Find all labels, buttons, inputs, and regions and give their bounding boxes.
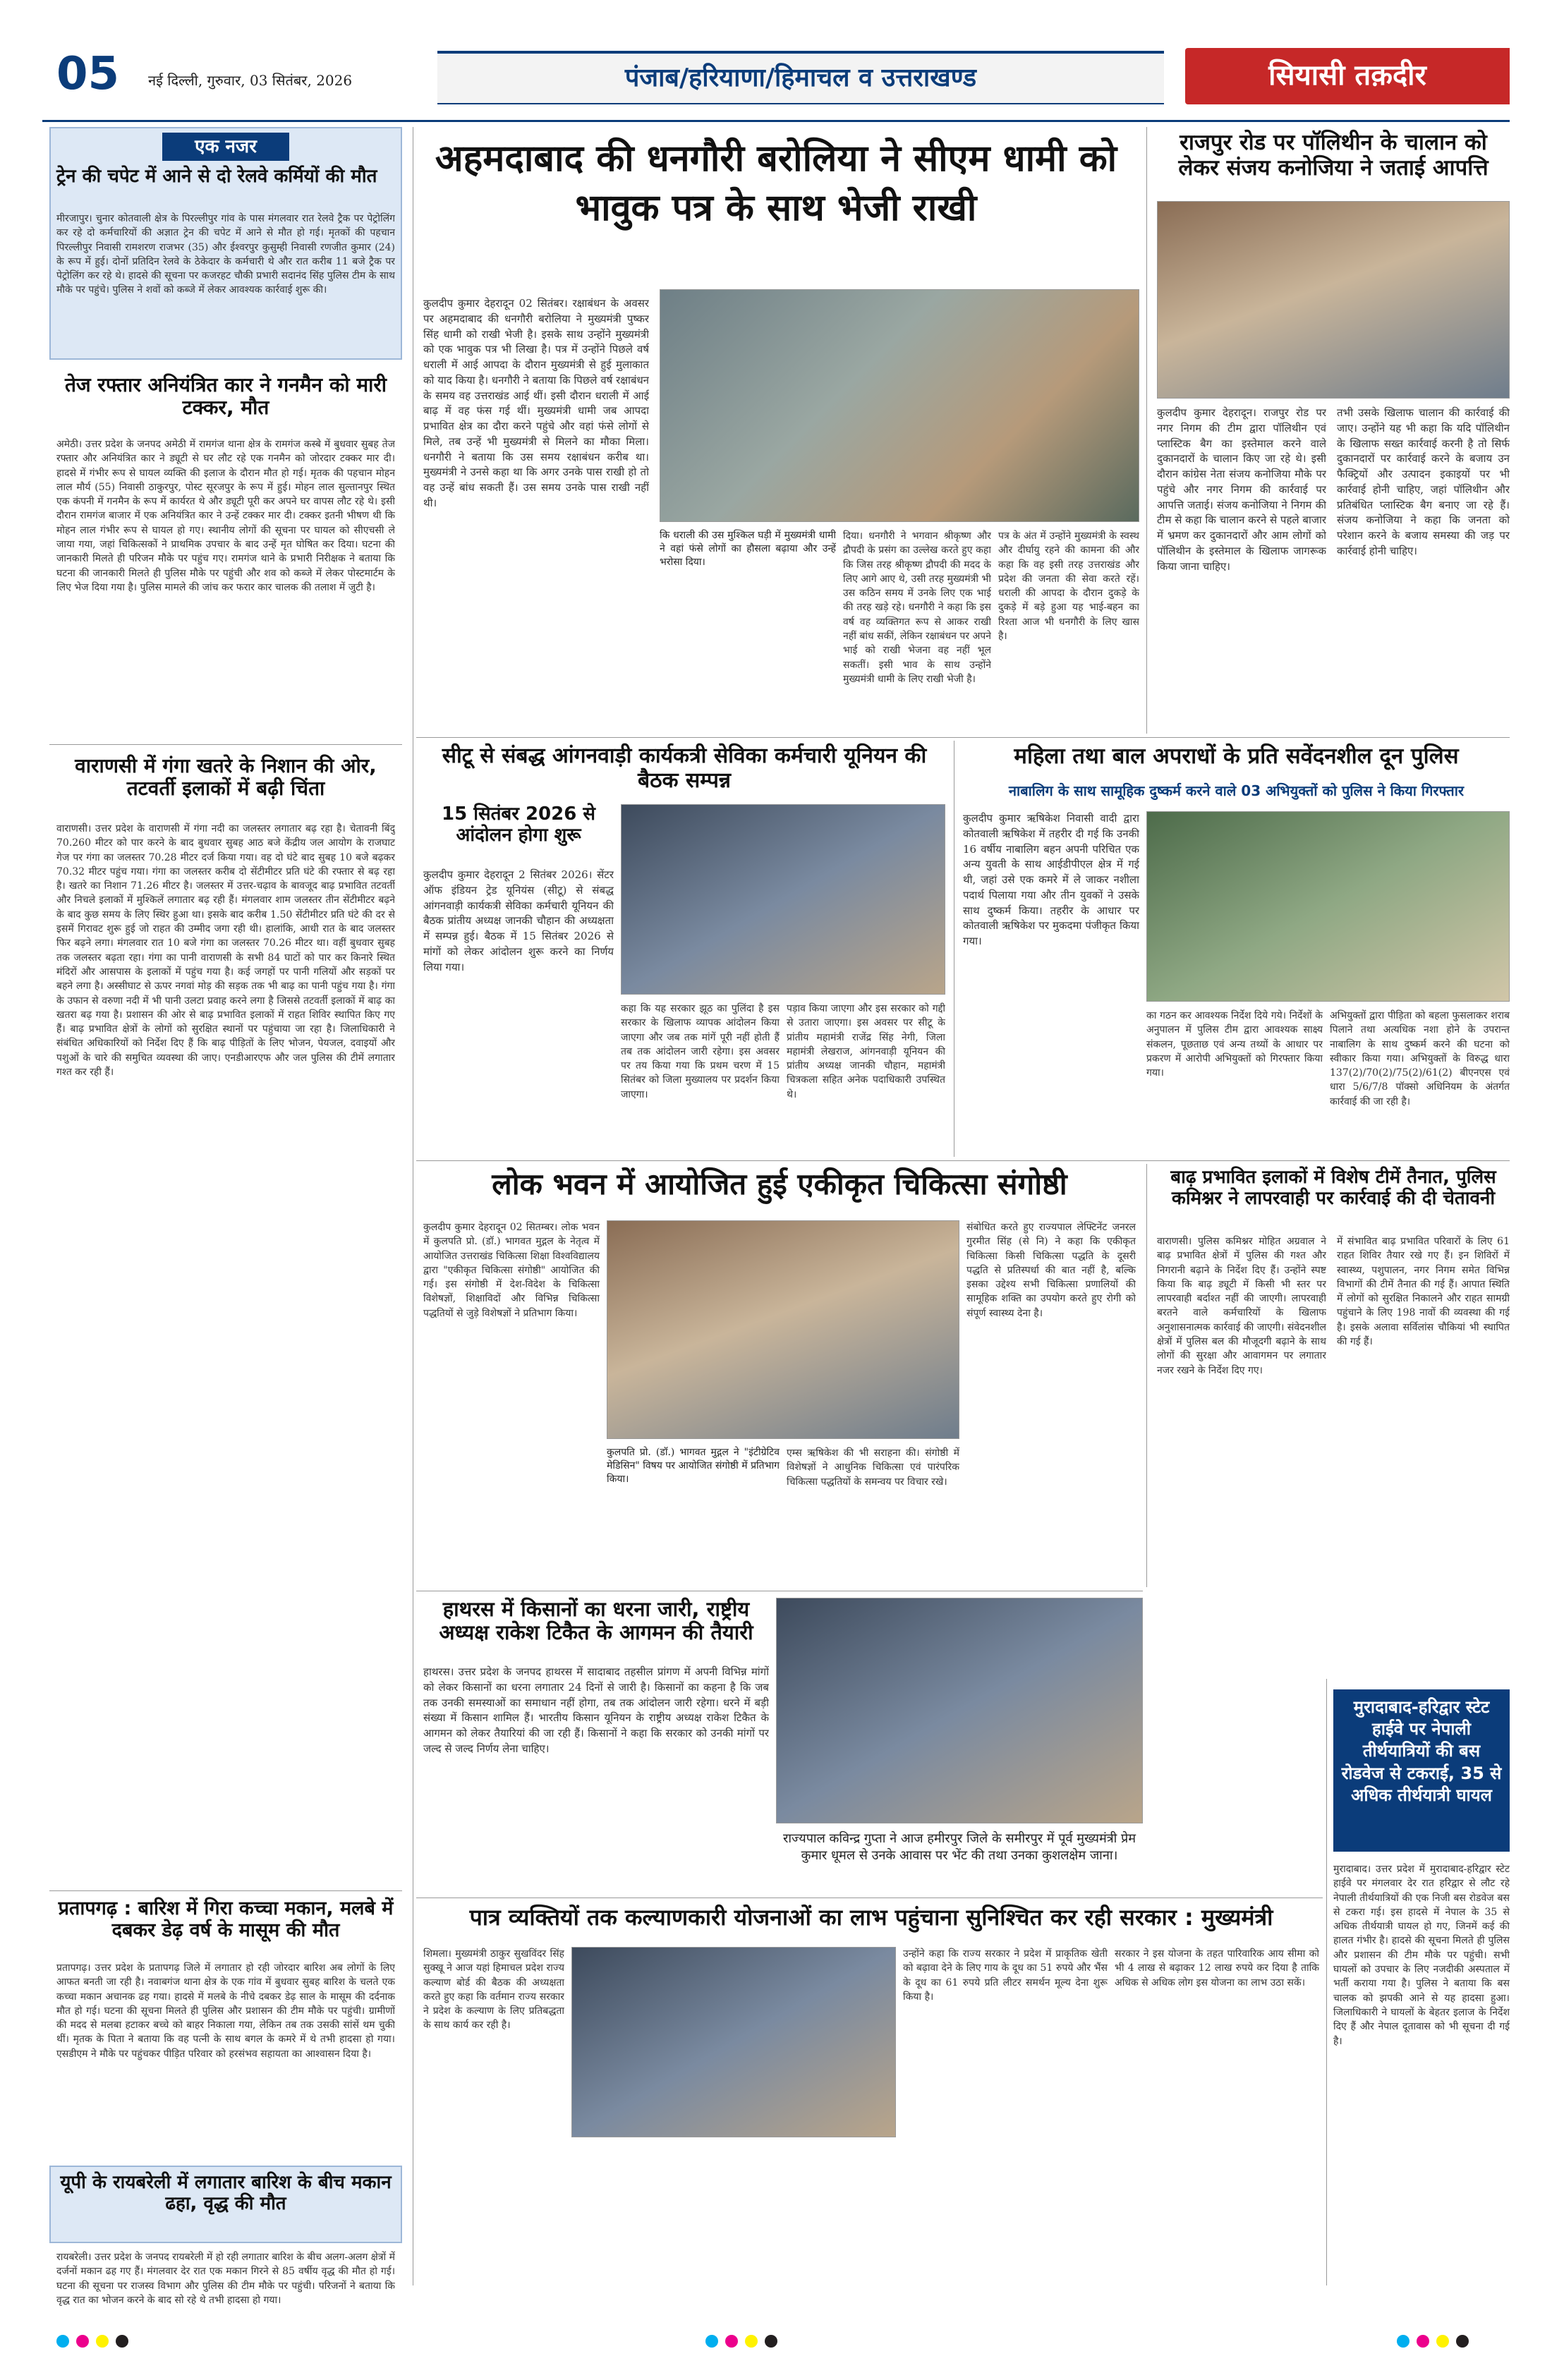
story-body: एम्स ऋषिकेश की भी सराहना की। संगोष्ठी में विशेषज्ञों ने आधुनिक चिकित्सा एवं पारंपरिक चिकित्सा पद्धतियों के समन्वय पर विचार रखे। (787, 1447, 959, 1488)
ek-nazar-label: एक नजर (162, 133, 289, 161)
magenta-dot (1417, 2335, 1429, 2348)
story-body: वाराणसी। पुलिस कमिश्नर मोहित अग्रवाल ने बाढ़ प्रभावित क्षेत्रों में पुलिस की गश्त और निगरानी बढ़ाने के निर्देश दिए हैं। उन्होंने स्पष्ट किया कि बाढ़ ड्यूटी में किसी भी स्तर पर लापरवाही बर्दाश्त नहीं की जाएगी। लापरवाही बरतने वाले कर्मचारियों के खिलाफ अनुशासनात्मक कार्रवाई की जाएगी। संवेदनशील क्षेत्रों में पुलिस बल की मौजूदगी बढ़ाने के साथ लोगों की सुरक्षा और आवागमन पर लगातार नजर रखने के निर्देश दिए गए। (1157, 1236, 1326, 1376)
story-headline: महिला तथा बाल अपराधों के प्रति सवेंदनशील दून पुलिस (1014, 743, 1459, 769)
story-headline: ट्रेन की चपेट में आने से दो रेलवे कर्मियों की मौत (56, 166, 377, 187)
story-body: कुलदीप कुमार देहरादून 02 सितम्बर। लोक भवन में कुलपति प्रो. (डॉ.) भागवत मुद्गल के नेतृत्व में आयोजित उत्तराखंड चिकित्सा शिक्षा विश्वविद्यालय द्वारा "एकीकृत चिकित्सा संगोष्ठी" आयोजित की गई। इस संगोष्ठी में देश-विदेश के चिकित्सा विशेषज्ञों, शिक्षाविदों और विभिन्न चिकित्सा पद्धतियों से जुड़े विशेषज्ञों ने प्रतिभाग किया। (423, 1222, 600, 1319)
main-story-caption: कि धराली की उस मुश्किल घड़ी में मुख्यमंत्री धामी ने वहां फंसे लोगों का हौसला बढ़ाया और उन्हें भरोसा दिया। (660, 530, 836, 568)
story-headline: तेज रफ्तार अनियंत्रित कार ने गनमैन को मारी टक्कर, मौत (64, 373, 387, 420)
story-photo (607, 1220, 959, 1439)
registration-marks-left (56, 2335, 128, 2348)
yellow-dot (745, 2335, 758, 2348)
main-headline: अहमदाबाद की धनगौरी बरोलिया ने सीएम धामी को भावुक पत्र के साथ भेजी राखी (435, 138, 1117, 230)
black-dot (765, 2335, 777, 2348)
story-body: कुलदीप कुमार देहरादून 2 सितंबर 2026। सेंटर ऑफ इंडियन ट्रेड यूनियंस (सीटू) से संबद्ध आंगनवाड़ी कार्यकत्री सेविका कर्मचारी यूनियन की बैठक प्रांतीय अध्यक्ष जानकी चौहान की अध्यक्षता में सम्पन्न हुई। बैठक में 15 सितंबर 2026 से मांगों को लेकर आंदोलन शुरू करने का निर्णय लिया गया। (423, 868, 614, 973)
story-body: हाथरस। उत्तर प्रदेश के जनपद हाथरस में सादाबाद तहसील प्रांगण में अपनी विभिन्न मांगों को लेकर किसानों का धरना लगातार 24 दिनों से जारी है। किसानों का कहना है कि जब तक उनकी समस्याओं का समाधान नहीं होगा, तब तक आंदोलन जारी रहेगा। धरने में बड़ी संख्या में किसान शामिल हैं। भारतीय किसान यूनियन के राष्ट्रीय अध्यक्ष राकेश टिकैत के आगमन को लेकर तैयारियां की जा रही हैं। किसानों ने कहा कि सरकार को उनकी मांगों पर जल्द से जल्द निर्णय लेना चाहिए। (423, 1665, 769, 1755)
story-photo (1157, 201, 1510, 399)
page-header (42, 42, 1510, 113)
story-caption: कुलपति प्रो. (डॉ.) भागवत मुद्गल ने "इंटीग्रेटिव मेडिसिन" विषय पर आयोजित संगोष्ठी में प्रतिभाग किया। (607, 1447, 780, 1485)
bus-story-headline: मुरादाबाद-हरिद्वार स्टेट हाईवे पर नेपाली तीर्थयात्रियों की बस रोडवेज से टकराई, 35 से अधिक तीर्थयात्री घायल (1333, 1689, 1510, 1852)
header-divider (42, 120, 1510, 122)
yellow-dot (1436, 2335, 1449, 2348)
story-body: मीरजापुर। चुनार कोतवाली क्षेत्र के पिरल्लीपुर गांव के पास मंगलवार रात रेलवे ट्रैक पर पेट्रोलिंग कर रहे दो कर्मचारियों की अज्ञात ट्रेन की चपेट में आने से मौत हो गई। मृतकों की पहचान पिरल्लीपुर निवासी रामशरण राजभर (35) और ईश्वरपुर कुसुम्ही निवासी रणजीत कुमार (24) के रूप में हुई। दोनों प्रतिदिन रेलवे के ठेकेदार के कर्मचारी थे और रात करीब 11 बजे ट्रैक पर पेट्रोलिंग कर रहे थे। हादसे की सूचना पर कजरहट चौकी प्रभारी सदानंद सिंह पुलिस टीम के साथ मौके पर पहुंचे। पुलिस ने शवों को कब्जे में लेकर आवश्यक कार्रवाई शुरू की। (56, 213, 395, 296)
story-body: कहा कि यह सरकार झूठ का पुलिंदा है इस सरकार के खिलाफ व्यापक आंदोलन किया जाएगा और जब तक मांगें पूरी नहीं होती हैं तब तक आंदोलन जारी रहेगा। इस अवसर पर तय किया गया कि प्रथम चरण में 15 सितंबर को जिला मुख्यालय पर प्रदर्शन किया जाएगा। (621, 1003, 780, 1100)
cyan-dot (705, 2335, 718, 2348)
story-body: शिमला। मुख्यमंत्री ठाकुर सुखविंदर सिंह सुक्खू ने आज यहां हिमाचल प्रदेश राज्य कल्याण बोर्ड की बैठक की अध्यक्षता करते हुए कहा कि वर्तमान राज्य सरकार ने प्रदेश के कल्याण के लिए प्रतिबद्धता के साथ कार्य कर रही है। (423, 1948, 564, 2032)
story-body: रायबरेली। उत्तर प्रदेश के जनपद रायबरेली में हो रही लगातार बारिश के बीच अलग-अलग क्षेत्रों में दर्जनों मकान ढह गए हैं। मंगलवार देर रात एक मकान गिरने से 85 वर्षीय वृद्ध की मौत हो गई। घटना की सूचना पर राजस्व विभाग और पुलिस की टीम मौके पर पहुंची। परिजनों ने बताया कि वृद्ध रात का भोजन करने के बाद सो रहे थे तभी हादसा हो गया। (56, 2252, 395, 2306)
story-body: का गठन कर आवश्यक निर्देश दिये गये। निर्देशों के अनुपालन में पुलिस टीम द्वारा आवश्यक साक्ष्य संकलन, पूछताछ एवं अन्य तथ्यों के आधार पर प्रकरण में आरोपी अभियुक्तों को गिरफ्तार किया गया। (1146, 1010, 1323, 1079)
cyan-dot (1397, 2335, 1409, 2348)
main-story-body: कुलदीप कुमार देहरादून 02 सितंबर। रक्षाबंधन के अवसर पर अहमदाबाद की धनगौरी बरोलिया ने मुख्यमंत्री पुष्कर सिंह धामी को राखी भेजी है। इसके साथ उन्होंने मुख्यमंत्री को एक भावुक पत्र भी लिखा है। पत्र में उन्होंने पिछले वर्ष धराली में आई आपदा के दौरान मुख्यमंत्री से हुई मुलाकात को याद किया है। धनगौरी ने बताया कि पिछले वर्ष रक्षाबंधन के समय वह उत्तराखंड आई थीं। इसी दौरान धराली में आई बाढ़ में वह फंस गई थीं। मुख्यमंत्री धामी जब आपदा प्रभावित क्षेत्र का दौरा करने पहुंचे और वहां फंसे लोगों से मिले, तब उन्हें भी मुख्यमंत्री से मिलने का मौका मिला। धनगौरी ने बताया कि उस समय रक्षाबंधन करीब था। मुख्यमंत्री ने उनसे कहा था कि अगर उनके पास राखी हो तो वह उन्हें बांध सकती हैं। उस समय उनके पास राखी नहीं थी। (423, 297, 649, 509)
story-body: प्रतापगढ़। उत्तर प्रदेश के प्रतापगढ़ जिले में लगातार हो रही जोरदार बारिश अब लोगों के लिए आफत बनती जा रही है। नवाबगंज थाना क्षेत्र के एक गांव में बुधवार सुबह बारिश के चलते एक कच्चा मकान अचानक ढह गया। हादसे में मलबे के नीचे दबकर डेढ़ साल के मासूम की दर्दनाक मौत हो गई। घटना की सूचना मिलते ही पुलिस और प्रशासन की टीम मौके पर पहुंची। ग्रामीणों की मदद से मलबा हटाकर बच्चे को बाहर निकाला गया, लेकिन तब तक उसकी सांसें थम चुकी थीं। मृतक के पिता ने बताया कि वह पत्नी के साथ बगल के कमरे में थे तभी हादसा हो गया। एसडीएम ने मौके पर पहुंचकर पीड़ित परिवार को हरसंभव सहायता का आश्वासन दिया है। (56, 1962, 395, 2060)
magenta-dot (76, 2335, 89, 2348)
cyan-dot (56, 2335, 69, 2348)
story-headline: वाराणसी में गंगा खतरे के निशान की ओर, तटवर्ती इलाकों में बढ़ी चिंता (75, 754, 377, 801)
main-story-body: दिया। धनगौरी ने भगवान श्रीकृष्ण और द्रौपदी के प्रसंग का उल्लेख करते हुए कहा कि जिस तरह श्रीकृष्ण द्रौपदी की मदद के लिए आगे आए थे, उसी तरह मुख्यमंत्री भी उस कठिन समय में उनके लिए एक भाई की तरह खड़े रहे। धनगौरी ने कहा कि इस वर्ष वह व्यक्तिगत रूप से आकर राखी नहीं बांध सकीं, लेकिन रक्षाबंधन पर अपने भाई को राखी भेजना वह नहीं भूल सकतीं। इसी भाव के साथ उन्होंने मुख्यमंत्री धामी के लिए राखी भेजी है। (843, 530, 991, 685)
story-headline: बाढ़ प्रभावित इलाकों में विशेष टीमें तैनात, पुलिस कमिश्नर ने लापरवाही पर कार्रवाई की दी चेतावनी (1170, 1167, 1496, 1209)
story-headline: हाथरस में किसानों का धरना जारी, राष्ट्रीय अध्यक्ष राकेश टिकैत के आगमन की तैयारी (439, 1597, 753, 1645)
story-body: अमेठी। उत्तर प्रदेश के जनपद अमेठी में रामगंज थाना क्षेत्र के रामगंज कस्बे में बुधवार सुबह तेज रफ्तार और अनियंत्रित कार ने ड्यूटी से घर लौट रहे एक गनमैन को जोरदार टक्कर मार दी। हादसे में गंभीर रूप से घायल व्यक्ति की इलाज के दौरान मौत हो गई। मृतक की पहचान मोहन लाल मौर्य (55) निवासी ठाकुरपुर, पोस्ट सूरजपुर के रूप में हुई। मोहन लाल सुल्तानपुर स्थित एक कंपनी में गनमैन के रूप में कार्यरत थे और ड्यूटी पूरी कर अपने घर वापस लौट रहे थे। इसी दौरान रामगंज बाजार में एक अनियंत्रित कार ने उन्हें टक्कर मार दी। टक्कर इतनी भीषण थी कि मोहन लाल गंभीर रूप से घायल हो गए। स्थानीय लोगों की सूचना पर घायल को सीएचसी ले जाया गया, जहां चिकित्सकों ने प्राथमिक उपचार के बाद उन्हें मृत घोषित कर दिया। घटना की जानकारी मिलते ही परिजन मौके पर पहुंच गए। रामगंज थाने के प्रभारी निरीक्षक ने बताया कि घटना की जानकारी मिलते ही पुलिस मौके पर पहुंची और शव को कब्जे में लेकर पोस्टमार्टम के लिए भेज दिया गया है। पुलिस मामले की जांच कर फरार कार चालक की तलाश में जुटी है। (56, 439, 395, 593)
story-photo (621, 804, 945, 995)
paper-name-badge: सियासी तक़दीर (1185, 48, 1510, 104)
governor-photo (776, 1598, 1143, 1823)
story-headline: प्रतापगढ़ : बारिश में गिरा कच्चा मकान, मलबे में दबकर डेढ़ वर्ष के मासूम की मौत (58, 1898, 394, 1942)
story-body: तभी उसके खिलाफ चालान की कार्रवाई की जाए। उन्होंने यह भी कहा कि यदि पॉलिथीन के खिलाफ सख्त कार्रवाई करनी है तो सिर्फ दुकानदारों पर कार्रवाई करने के बजाय उन फैक्ट्रियों और उत्पादन इकाइयों पर भी कार्रवाई होनी चाहिए, जहां पॉलिथीन और प्रतिबंधित प्लास्टिक बैग बनाए जा रहे हैं। संजय कनोजिया ने कहा कि जनता को परेशान करने के बजाय समस्या की जड़ पर कार्रवाई होनी चाहिए। (1337, 406, 1510, 557)
story-body: कुलदीप कुमार ऋषिकेश निवासी वादी द्वारा कोतवाली ऋषिकेश में तहरीर दी गई कि उनकी 16 वर्षीय नाबालिग बहन अपनी परिचित एक अन्य युवती के साथ आईडीपीएल क्षेत्र में गई थी, जहां उसे एक कमरे में ले जाकर नशीला पदार्थ पिलाया गया और तीन युवकों ने उसके साथ दुष्कर्म किया। तहरीर के आधार पर कोतवाली ऋषिकेश पर मुकदमा पंजीकृत किया गया। (963, 812, 1139, 947)
story-subhead: नाबालिग के साथ सामूहिक दुष्कर्म करने वाले 03 अभियुक्तों को पुलिस ने किया गिरफ्तार (1008, 782, 1465, 799)
left-column (49, 127, 402, 2306)
main-story-body: पत्र के अंत में उन्होंने मुख्यमंत्री के स्वस्थ और दीर्घायु रहने की कामना की और कहा कि वह इसी तरह उत्तराखंड और प्रदेश की जनता की सेवा करते रहें। धराली की आपदा के दौरान दुकड़े के दुकड़े में बड़े हुआ यह भाई-बहन का रिश्ता आज भी धनगौरी के लिए खास है। (998, 530, 1139, 643)
story-body: सरकार ने इस योजना के तहत पारिवारिक आय सीमा को भी 4 लाख से बढ़ाकर 12 लाख रुपये कर दिया है ताकि अधिक से अधिक लोग इस योजना का लाभ उठा सकें। (1115, 1948, 1319, 1989)
story-headline: पात्र व्यक्तियों तक कल्याणकारी योजनाओं का लाभ पहुंचाना सुनिश्चित कर रही सरकार : मुख्यमंत्री (469, 1904, 1273, 1931)
story-photo (1146, 811, 1510, 1002)
black-dot (116, 2335, 128, 2348)
magenta-dot (725, 2335, 738, 2348)
black-dot (1456, 2335, 1469, 2348)
story-body: अभियुक्तों द्वारा पीड़िता को बहला फुसलाकर शराब पिलाने तथा अत्यधिक नशा होने के उपरान्त नाबालिग के साथ दुष्कर्म करने की घटना को स्वीकार किया गया। अभियुक्तों के विरुद्ध धारा 137(2)/70(2)/75(2)/61(2) बीएनएस एवं धारा 5/6/7/8 पॉक्सो अधिनियम के अंतर्गत कार्रवाई की जा रही है। (1330, 1010, 1510, 1107)
dateline: नई दिल्ली, गुरुवार, 03 सितंबर, 2026 (148, 72, 353, 89)
registration-marks-center (705, 2335, 777, 2348)
section-band (437, 51, 1164, 104)
story-body: में संभावित बाढ़ प्रभावित परिवारों के लिए 61 राहत शिविर तैयार रखे गए हैं। इन शिविरों में स्वास्थ्य, पशुपालन, नगर निगम समेत विभिन्न विभागों की टीमें तैनात की गई हैं। आपात स्थिति में लोगों को सुरक्षित निकालने और राहत सामग्री पहुंचाने के लिए 198 नावों की व्यवस्था की गई है। इसके अलावा सर्विलांस चौकियां भी स्थापित की गई हैं। (1337, 1236, 1510, 1348)
story-body: पड़ाव किया जाएगा और इस सरकार को गद्दी से उतारा जाएगा। इस अवसर पर सीटू के प्रांतीय महामंत्री राजेंद्र सिंह नेगी, जिला महामंत्री लेखराज, आंगनवाड़ी यूनियन की प्रांतीय अध्यक्ष जानकी चौहान, महामंत्री चित्रकला सहित अनेक पदाधिकारी उपस्थित थे। (787, 1003, 945, 1100)
story-headline: लोक भवन में आयोजित हुई एकीकृत चिकित्सा संगोष्ठी (492, 1167, 1067, 1201)
registration-marks-right (1397, 2335, 1469, 2348)
story-body: मुरादाबाद। उत्तर प्रदेश में मुरादाबाद-हरिद्वार स्टेट हाईवे पर मंगलवार देर रात हरिद्वार से लौट रहे नेपाली तीर्थयात्रियों की एक निजी बस रोडवेज बस से टकरा गई। इस हादसे में नेपाल के 35 से अधिक तीर्थयात्री घायल हो गए, जिनमें कई की हालत गंभीर है। हादसे की सूचना मिलते ही पुलिस और प्रशासन की टीम मौके पर पहुंची। सभी घायलों को उपचार के लिए नजदीकी अस्पताल में भर्ती कराया गया है। पुलिस ने बताया कि बस चालक को झपकी आने से यह हादसा हुआ। जिलाधिकारी ने घायलों के बेहतर इलाज के निर्देश दिए हैं और नेपाल दूतावास को भी सूचना दी गई है। (1333, 1864, 1510, 2047)
section-title: पंजाब/हरियाणा/हिमाचल व उत्तराखण्ड (624, 63, 977, 92)
main-story-photo (660, 289, 1139, 522)
story-body: संबोधित करते हुए राज्यपाल लेफ्टिनेंट जनरल गुरमीत सिंह (से नि) ने कहा कि एकीकृत चिकित्सा किसी चिकित्सा पद्धति के दूसरी पद्धति से प्रतिस्पर्धा की बात नहीं है, बल्कि इसका उद्देश्य सभी चिकित्सा प्रणालियों की सामूहिक शक्ति का उपयोग करते हुए रोगी को संपूर्ण स्वास्थ्य देना है। (966, 1222, 1136, 1319)
yellow-dot (96, 2335, 109, 2348)
meeting-photo (571, 1947, 896, 2137)
story-headline: राजपुर रोड पर पॉलिथीन के चालान को लेकर संजय कनोजिया ने जताई आपत्ति (1178, 130, 1489, 181)
story-headline: यूपी के रायबरेली में लगातार बारिश के बीच मकान ढहा, वृद्ध की मौत (60, 2172, 392, 2214)
story-body: वाराणसी। उत्तर प्रदेश के वाराणसी में गंगा नदी का जलस्तर लगातार बढ़ रहा है। चेतावनी बिंदु 70.260 मीटर को पार करने के बाद बुधवार सुबह आठ बजे केंद्रीय जल आयोग के राजघाट गेज पर गंगा का जलस्तर 70.28 मीटर दर्ज किया गया। वह दो घंटे बाद सुबह 10 बजे बढ़कर 70.32 मीटर पहुंच गया। गंगा का जलस्तर करीब दो सेंटीमीटर प्रति घंटे की रफ्तार से बढ़ रहा है। खतरे का निशान 71.26 मीटर है। जलस्तर में उत्तर-चढ़ाव के बावजूद बाढ़ प्रभावित तटवर्ती और निचले इलाकों में मुश्किलें लगातार बढ़ रही हैं। मंगलवार शाम जलस्तर तीन सेंटीमीटर बढ़ने के बाद कुछ समय के लिए स्थिर हुआ था। इसके बाद करीब 1.50 सेंटीमीटर प्रति घंटे की दर से इसमें गिरावट शुरू हुई जो राहत की उम्मीद जगा रही थी। हालांकि, आधी रात के बाद जलस्तर फिर बढ़ने लगा। मंगलवार रात 10 बजे गंगा का जलस्तर 70.26 मीटर था। वहीं बुधवार सुबह तक जलस्तर बढ़ता रहा। गंगा का पानी वाराणसी के सभी 84 घाटों को पार कर किनारे स्थित मंदिरों और आसपास के इलाकों में पहुंच गया है। कई जगहों पर पानी गलियों और सड़कों पर बहने लगा है। अस्सीघाट से ऊपर नगवां मोड़ की सड़क तक भी बाढ़ का पानी पहुंच गया है। गंगा के उफान से वरुणा नदी में भी पानी उलटा प्रवाह करने लगा है जिससे तटवर्ती इलाकों में बाढ़ का खतरा बढ़ गया है। प्रशासन की ओर से बाढ़ प्रभावित इलाकों में राहत शिविर स्थापित किए गए हैं। बाढ़ प्रभावित क्षेत्रों के लोगों को सुरक्षित स्थानों पर पहुंचाया जा रहा है। जिलाधिकारी ने संबंधित अधिकारियों को निर्देश दिए हैं कि बाढ़ पीड़ितों के लिए भोजन, पेयजल, दवाइयों और पशुओं के चारे की समुचित व्यवस्था की जाए। एनडीआरएफ और जल पुलिस की टीमें लगातार गश्त कर रही हैं। (56, 823, 395, 1079)
story-body: उन्होंने कहा कि राज्य सरकार ने प्रदेश में प्राकृतिक खेती को बढ़ावा देने के लिए गाय के दूध का 51 रुपये और भैंस के दूध का 61 रुपये प्रति लीटर समर्थन मूल्य देना शुरू किया है। (903, 1948, 1108, 2003)
governor-caption: राज्यपाल कविन्द्र गुप्ता ने आज हमीरपुर जिले के समीरपुर में पूर्व मुख्यमंत्री प्रेम कुमार धूमल से उनके आवास पर भेंट की तथा उनका कुशलक्षेम जाना। (782, 1831, 1136, 1864)
story-body: कुलदीप कुमार देहरादून। राजपुर रोड पर नगर निगम की टीम द्वारा पॉलिथीन एवं प्लास्टिक बैग का इस्तेमाल करने वाले दुकानदारों के चालान किए जा रहे थे। इसी दौरान कांग्रेस नेता संजय कनोजिया मौके पर पहुंचे और नगर निगम की कार्रवाई पर आपत्ति जताई। संजय कनोजिया ने निगम की टीम से कहा कि चालान करने से पहले बाजार में भ्रमण कर दुकानदारों और आम लोगों को पॉलिथीन के इस्तेमाल के खिलाफ जागरूक किया जाना चाहिए। (1157, 406, 1326, 573)
story-headline: सीटू से संबद्ध आंगनवाड़ी कार्यकत्री सेविका कर्मचारी यूनियन की बैठक सम्पन्न (442, 743, 927, 793)
story-subhead: 15 सितंबर 2026 से आंदोलन होगा शुरू (442, 803, 595, 846)
page-number: 05 (56, 48, 120, 100)
